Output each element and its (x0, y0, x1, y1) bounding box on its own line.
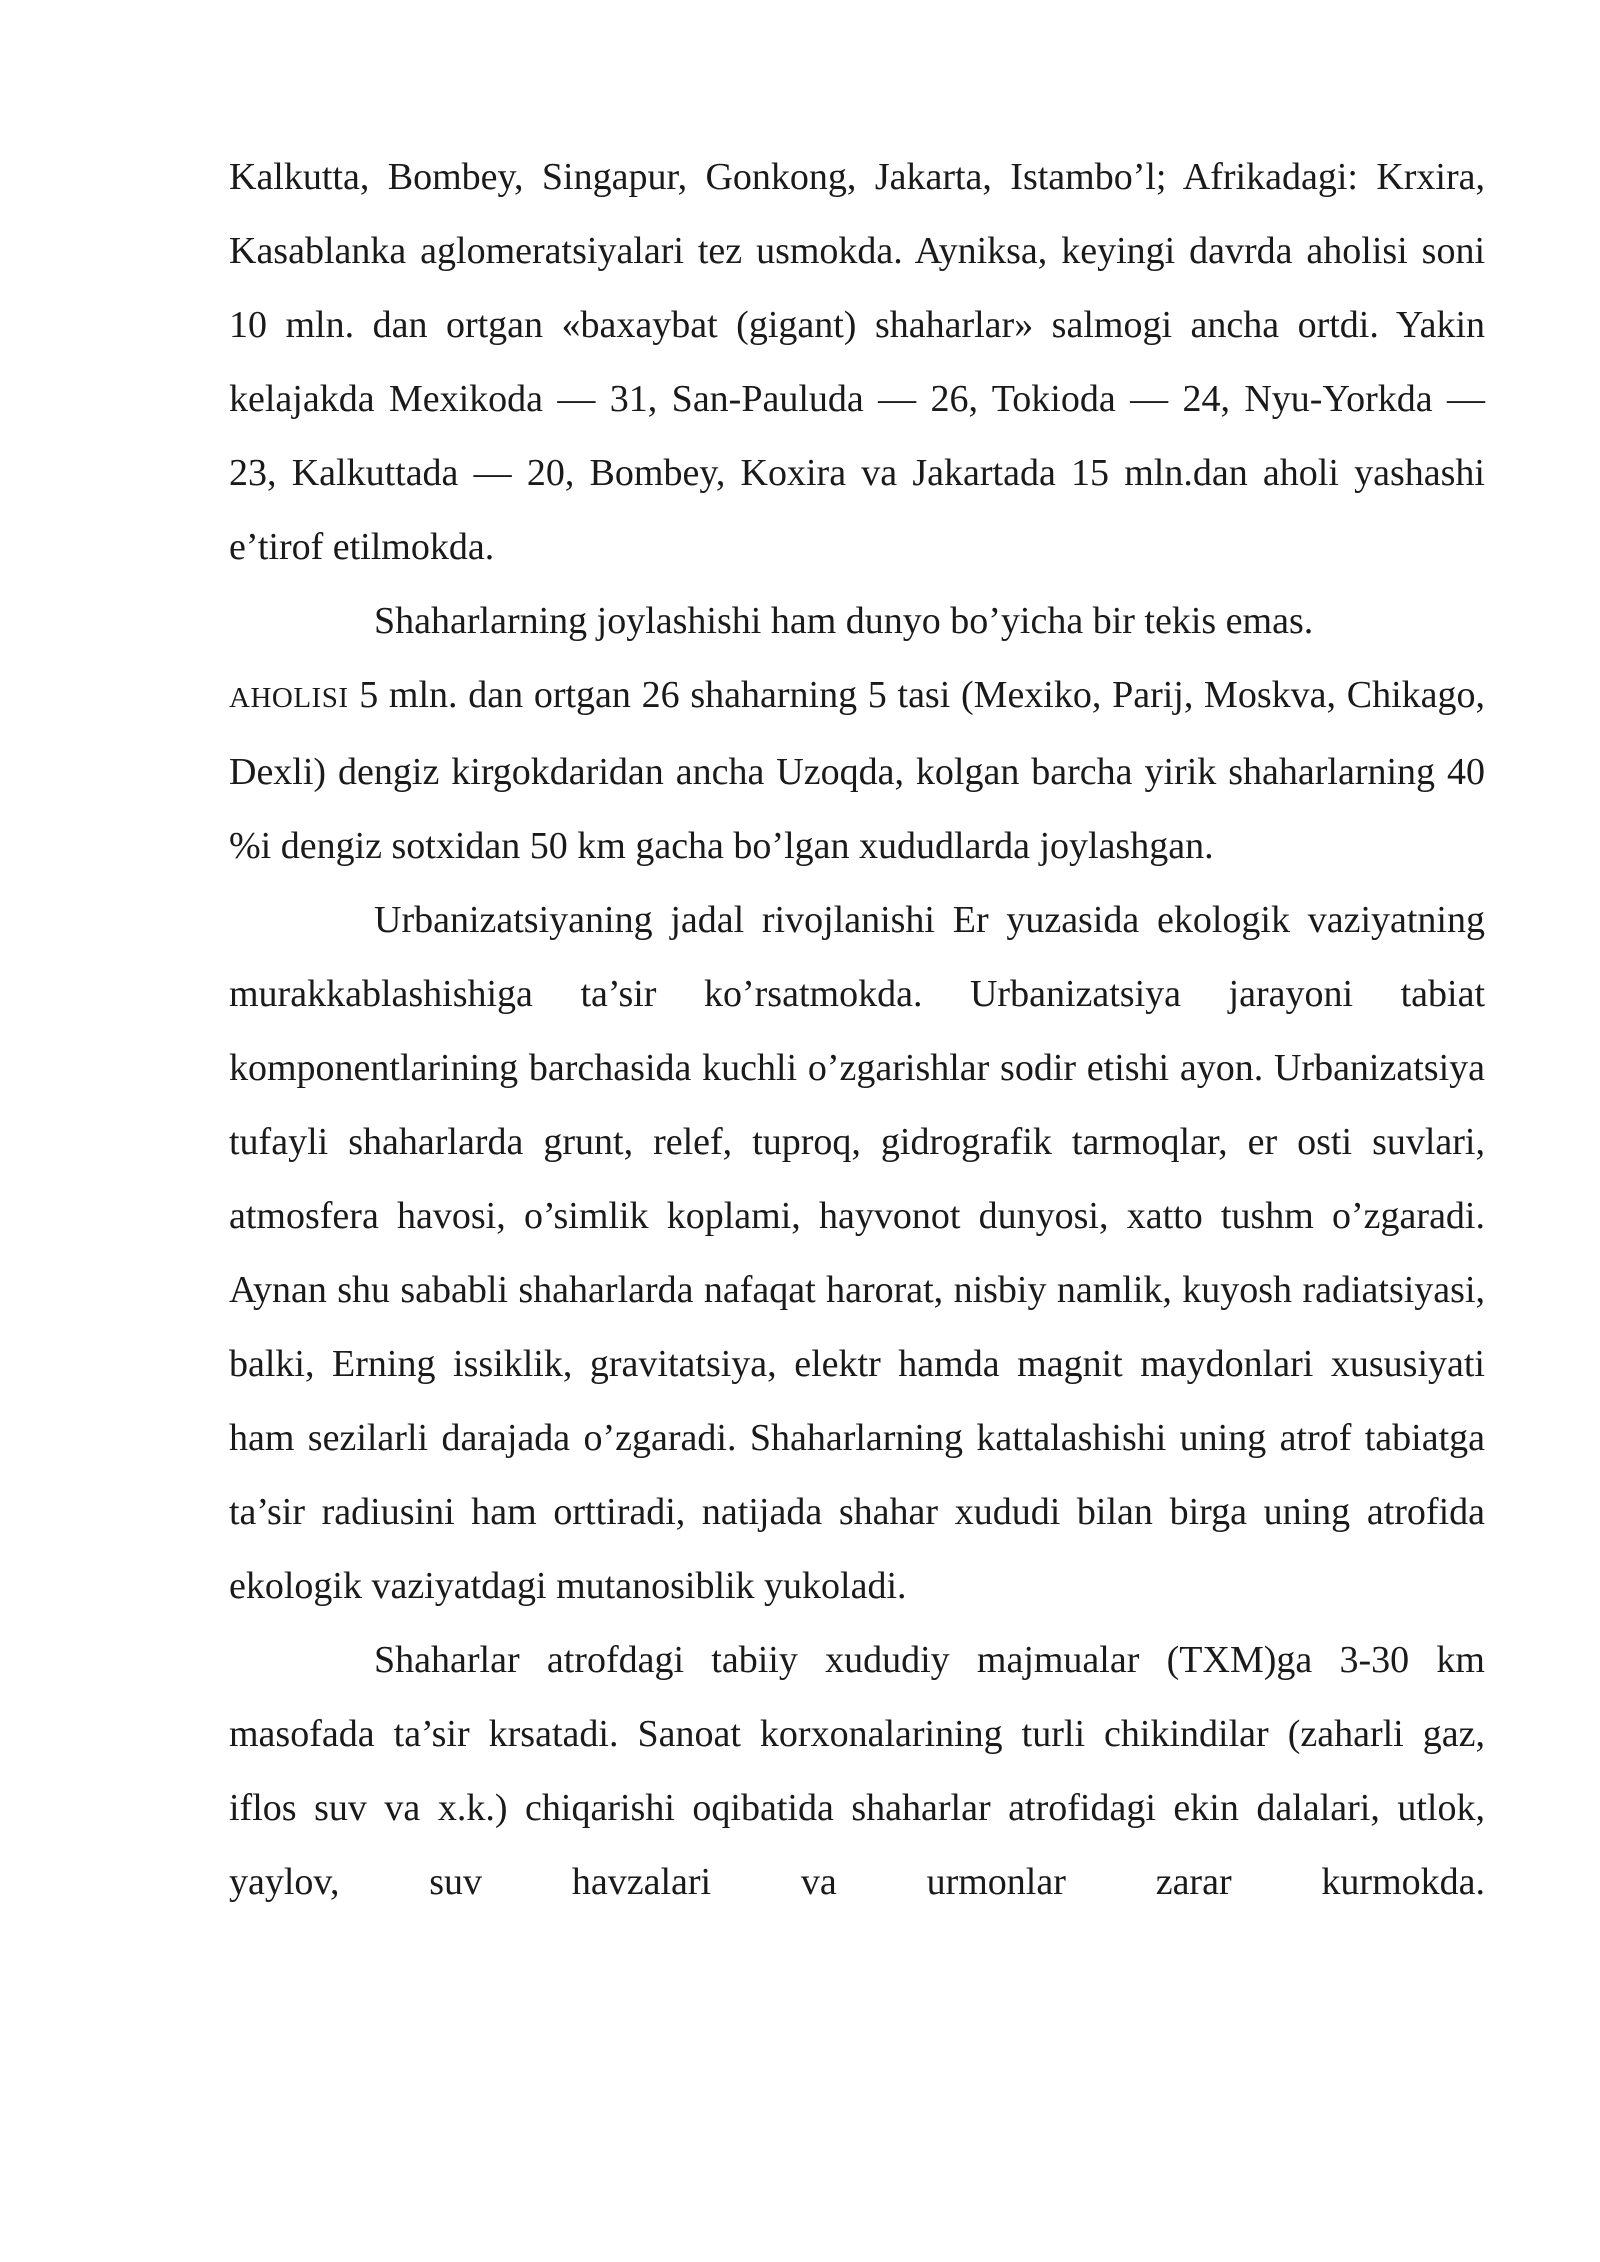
paragraph-city-impact-radius: Shaharlar atrofdagi tabiiy xududiy majmualar (TXM)ga 3-30 km masofada ta’sir krsatadi. Sanoat korxonalarining turli chikindilar (zaharli gaz, iflos suv va x.k.) chiqarishi oqibatida shaharlar atrofidagi ekin dalalari, utlok, yaylov, suv havzalari va urmonlar zarar kurmokda. (229, 1639, 1485, 1903)
paragraph-city-distribution (229, 584, 1485, 883)
paragraph-rest-text: 5 mln. dan ortgan 26 shaharning 5 tasi (Mexiko, Parij, Moskva, Chikago, Dexli) dengiz kirgokdaridan ancha Uzoqda, kolgan barcha yirik shaharlarning 40 %i dengiz sotxidan 50 km gacha bo’lgan xududlarda joylashgan. (229, 674, 1485, 867)
paragraph-lead-text: Shaharlarning joylashishi ham dunyo bo’yicha bir tekis emas. (374, 600, 1314, 642)
document-page (229, 140, 1485, 1919)
paragraph-urbanization-ecology: Urbanizatsiyaning jadal rivojlanishi Er yuzasida ekologik vaziyatning murakkablashishiga ta’sir ko’rsatmokda. Urbanizatsiya jarayoni tabiat komponentlarining barchasida kuchli o’zgarishlar sodir etishi ayon. Urbanizatsiya tufayli shaharlarda grunt, relef, tuproq, gidrografik tarmoqlar, er osti suvlari, atmosfera havosi, o’simlik koplami, hayvonot dunyosi, xatto tushm o’zgaradi. Aynan shu sababli shaharlarda nafaqat harorat, nisbiy namlik, kuyosh radiatsiyasi, balki, Erning issiklik, gravitatsiya, elektr hamda magnit maydonlari xususiyati ham sezilarli darajada o’zgaradi. Shaharlarning kattalashishi uning atrof tabiatga ta’sir radiusini ham orttiradi, natijada shahar xududi bilan birga uning atrofida ekologik vaziyatdagi mutanosiblik yukoladi. (229, 899, 1485, 1607)
paragraph-megacities: Kalkutta, Bombey, Singapur, Gonkong, Jakarta, Istambo’l; Afrikadagi: Krxira, Kasablanka aglomeratsiyalari tez usmokda. Ayniksa, keyingi davrda aholisi soni 10 mln. dan ortgan «baxaybat (gigant) shaharlar» salmogi ancha ortdi. Yakin kelajakda Mexikoda — 31, San-Pauluda — 26, Tokioda — 24, Nyu-Yorkda — 23, Kalkuttada — 20, Bombey, Koxira va Jakartada 15 mln.dan aholi yashashi e’tirof etilmokda. (229, 156, 1485, 568)
smallcaps-word: AHOLISI (229, 682, 349, 714)
